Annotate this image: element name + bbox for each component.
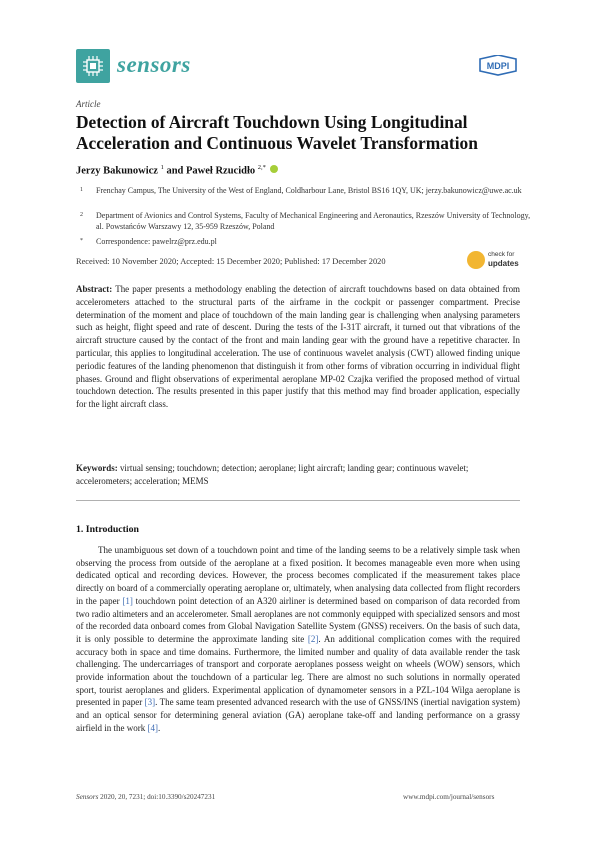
author-conjunction: and bbox=[163, 165, 187, 177]
keywords-label: Keywords: bbox=[76, 463, 118, 473]
publication-dates: Received: 10 November 2020; Accepted: 15 December 2020; Published: 17 December 2020 bbox=[76, 257, 386, 266]
publisher-name: MDPI bbox=[486, 61, 510, 71]
keywords-text: virtual sensing; touchdown; detection; aeroplane; light aircraft; landing gear; continuous wavelet; accelerometers; acceleration; MEMS bbox=[76, 463, 469, 486]
correspondence bbox=[80, 236, 540, 248]
updates-icon bbox=[467, 251, 485, 269]
affiliation-marker: 1 bbox=[160, 164, 164, 171]
paragraph-text: The unambiguous set down of a touchdown point and time of the landing seems to be a relatively simple task when observing the process from outside of the aeroplane at a fixed position. It becomes manageable even more when using dedicated optical and recording devices. However, the process becomes complicated if the measurement takes place directly on board of a commercially operating aeroplane or, ultimately, when analysing data collected from flight recorders in the paper bbox=[76, 545, 520, 606]
paragraph-text: . bbox=[157, 722, 161, 733]
affiliation-number: 1 bbox=[80, 187, 83, 193]
journal-name: sensors bbox=[117, 52, 191, 77]
paragraph-text: . An additional complication comes with the required accuracy both in space and time domains. Furthermore, the limited number and quality of data available render the task challenging. The undercarriages of transport and corporate aeroplanes possess weight on wheels (WOW) sensors, which provide information about the touchdown of a particular leg. There are almost no such solutions in normally operated sport, tourist aeroplanes and gliders. Experimental application of dynamometer sensors in a PZL-104 Wilga aeroplane is presented in paper bbox=[76, 633, 520, 708]
paragraph-text: touchdown point detection of an A320 airliner is determined based on comparison of data recorded from two radio altimeters and an accelerometer. Small aeroplanes are not commonly equipped with specialized sensors and most of the recorded data onboard comes from Global Navigation Satellite System (GNSS) receivers. On the basis of such data, it is only possible to determine the approximate landing site bbox=[76, 595, 520, 644]
affiliation-1 bbox=[80, 185, 540, 209]
footer-doi: 2020, 20, 7231; doi:10.3390/s20247231 bbox=[98, 793, 216, 801]
affiliation-text: Department of Avionics and Control Systems, Faculty of Mechanical Engineering and Aeronautics, Rzeszów University of Technology, al. Powstańców Warszawy 12, 35-959 Rzeszów, Poland bbox=[96, 211, 531, 231]
affiliation-marker: 2,* bbox=[257, 164, 266, 171]
introduction-paragraph bbox=[76, 544, 520, 735]
keywords bbox=[76, 462, 520, 488]
affiliation-number: 2 bbox=[80, 212, 83, 218]
abstract bbox=[76, 283, 520, 411]
author-name[interactable]: Paweł Rzucidło bbox=[186, 165, 256, 177]
article-title: Detection of Aircraft Touchdown Using Longitudinal Acceleration and Continuous Wavelet Transformation bbox=[76, 112, 478, 153]
abstract-text: The paper presents a methodology enabling the detection of aircraft touchdowns based on data obtained from accelerometers attached to the structural parts of the airframe in the cockpit or passenger compartment. Precise determination of the moment and place of touchdown of the main landing gear is challenging when analysing parameters such as height, flight speed and rate of descent. During the tests of the I-31T aircraft, it turned out that vibrations of the aircraft structure caused by the contact of the front and main landing gear with the ground have a repetitive character. In particular, this applies to longitudinal acceleration. The use of continuous wavelet analysis (CWT) allowed finding unique periodic features of the landing phenomenon that distinguish it from other forms of vibration occurring in individual flight phases. Ground and flight observations of experimental aeroplane MP-02 Czajka verified the proposed method of virtual touchdown detection. The results presented in this paper justify that this method may find broader application, especially for the light aircraft class. bbox=[76, 284, 520, 410]
abstract-label: Abstract: bbox=[76, 284, 113, 294]
article-type: Article bbox=[76, 99, 101, 109]
author-list bbox=[76, 164, 278, 177]
check-updates-line1: check for bbox=[488, 251, 515, 258]
author-name[interactable]: Jerzy Bakunowicz bbox=[76, 165, 158, 177]
footer-citation bbox=[76, 793, 215, 801]
section-heading: 1. Introduction bbox=[76, 524, 139, 535]
affiliation-number: * bbox=[80, 238, 83, 244]
citation-link[interactable]: [1] bbox=[122, 595, 133, 606]
mdpi-logo-icon bbox=[476, 55, 520, 79]
check-updates-line2: updates bbox=[488, 259, 519, 268]
affiliation-2 bbox=[80, 210, 540, 234]
footer-journal-url[interactable]: www.mdpi.com/journal/sensors bbox=[403, 793, 495, 801]
citation-link[interactable]: [4] bbox=[147, 722, 158, 733]
orcid-icon[interactable] bbox=[270, 165, 278, 173]
correspondence-text: Correspondence: pawelrz@prz.edu.pl bbox=[96, 237, 217, 246]
journal-logo-icon bbox=[76, 49, 110, 83]
affiliation-text: Frenchay Campus, The University of the West of England, Coldharbour Lane, Bristol BS16 1QY, UK; jerzy.bakunowicz@uwe.ac.uk bbox=[96, 186, 522, 195]
footer-journal: Sensors bbox=[76, 793, 99, 801]
section-divider bbox=[76, 500, 520, 501]
check-for-updates-button[interactable] bbox=[467, 250, 537, 272]
paragraph-text: . The same team presented advanced research with the use of GNSS/INS (inertial navigation system) and an optical sensor for determining general aviation (GA) aeroplane take-off and landing performance on a grassy airfield in the work bbox=[76, 697, 520, 733]
citation-link[interactable]: [2] bbox=[307, 633, 319, 644]
citation-link[interactable]: [3] bbox=[144, 697, 156, 708]
